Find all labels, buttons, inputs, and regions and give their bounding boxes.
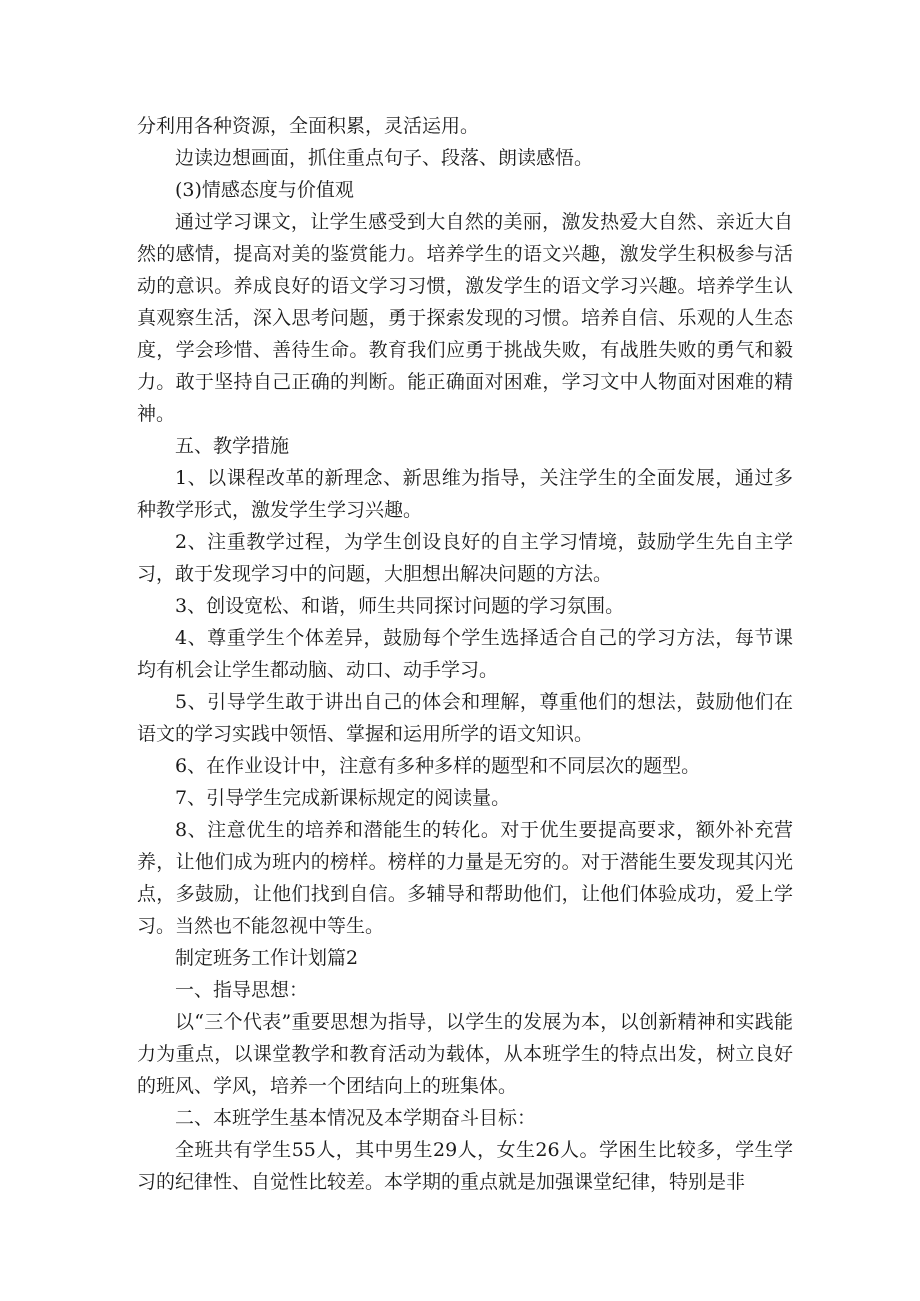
list-item-measure-8: 8、注意优生的培养和潜能生的转化。对于优生要提高要求，额外补充营养，让他们成为班内的榜样。榜样的力量是无穷的。对于潜能生要发现其闪光点，多鼓励，让他们找到自信。多辅导和帮助他们，让他们体验成功，爱上学习。当然也不能忽视中等生。 — [137, 819, 793, 937]
section-heading-guiding-ideology: 一、指导思想： — [175, 979, 309, 1001]
list-item-measure-4: 4、尊重学生个体差异，鼓励每个学生选择适合自己的学习方法，每节课均有机会让学生都动脑、动口、动手学习。 — [137, 627, 793, 681]
list-item-measure-6: 6、在作业设计中，注意有多种多样的题型和不同层次的题型。 — [175, 755, 701, 777]
list-item-measure-5: 5、引导学生敢于讲出自己的体会和理解，尊重他们的想法，鼓励他们在语文的学习实践中领悟、掌握和运用所学的语文知识。 — [137, 691, 793, 745]
list-item-measure-3: 3、创设宽松、和谐，师生共同探讨问题的学习氛围。 — [175, 595, 625, 617]
paragraph-class-situation: 全班共有学生55人，其中男生29人，女生26人。学困生比较多，学生学习的纪律性、自觉性比较差。本学期的重点就是加强课堂纪律，特别是非 — [137, 1139, 793, 1193]
list-item-measure-2: 2、注重教学过程，为学生创设良好的自主学习情境，鼓励学生先自主学习，敢于发现学习中的问题，大胆想出解决问题的方法。 — [137, 531, 793, 585]
paragraph-reading-method: 边读边想画面，抓住重点句子、段落、朗读感悟。 — [175, 147, 594, 169]
document-body — [137, 110, 793, 1198]
section-heading-teaching-measures: 五、教学措施 — [175, 435, 290, 457]
document-subtitle-plan-2: 制定班务工作计划篇2 — [175, 947, 359, 969]
list-item-measure-7: 7、引导学生完成新课标规定的阅读量。 — [175, 787, 511, 809]
section-heading-emotion-attitude: (3)情感态度与价值观 — [175, 179, 354, 201]
paragraph-emotion-attitude: 通过学习课文，让学生感受到大自然的美丽，激发热爱大自然、亲近大自然的感情，提高对美的鉴赏能力。培养学生的语文兴趣，激发学生积极参与活动的意识。养成良好的语文学习习惯，激发学生的语文学习兴趣。培养学生认真观察生活，深入思考问题，勇于探索发现的习惯。培养自信、乐观的人生态度，学会珍惜、善待生命。教育我们应勇于挑战失败，有战胜失败的勇气和毅力。敢于坚持自己正确的判断。能正确面对困难，学习文中人物面对困难的精神。 — [137, 211, 793, 425]
section-heading-class-situation: 二、本班学生基本情况及本学期奋斗目标： — [175, 1107, 537, 1129]
paragraph-guiding-ideology: 以“三个代表”重要思想为指导，以学生的发展为本，以创新精神和实践能力为重点，以课堂教学和教育活动为载体，从本班学生的特点出发，树立良好的班风、学风，培养一个团结向上的班集体。 — [137, 1011, 793, 1097]
paragraph-continuation: 分利用各种资源，全面积累，灵活运用。 — [137, 115, 480, 137]
list-item-measure-1: 1、以课程改革的新理念、新思维为指导，关注学生的全面发展，通过多种教学形式，激发学生学习兴趣。 — [137, 467, 793, 521]
